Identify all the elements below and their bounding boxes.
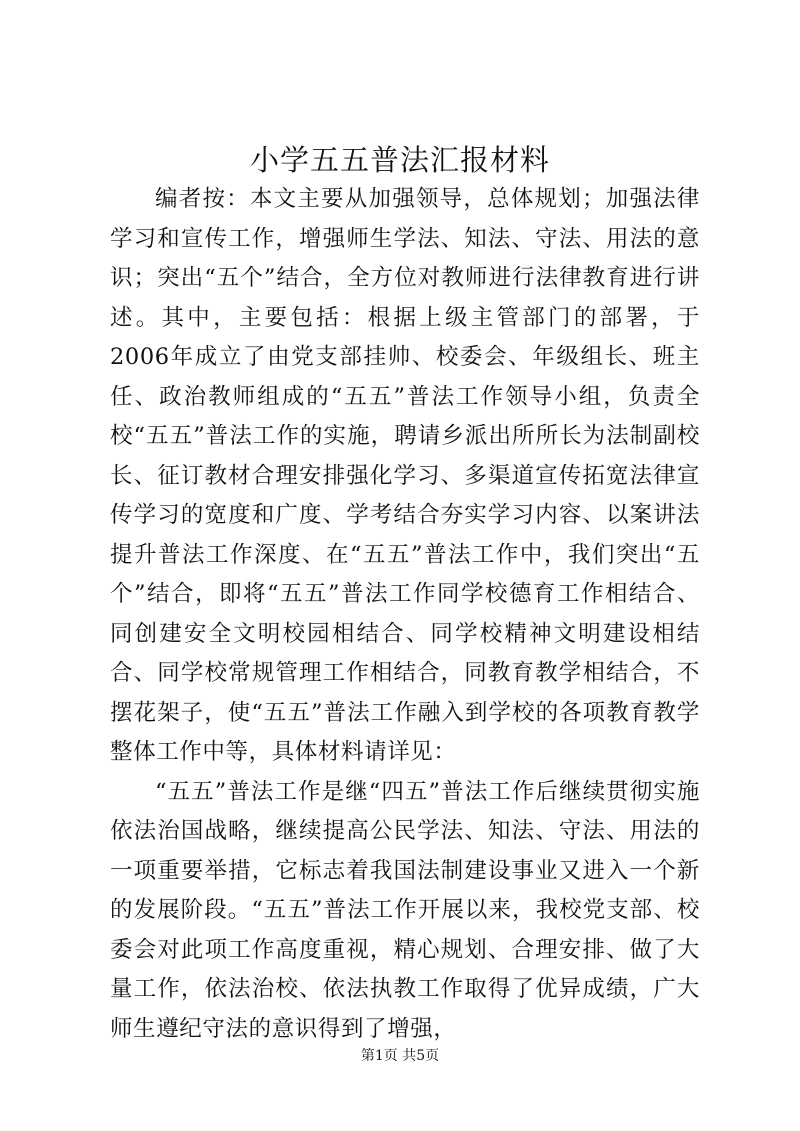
document-body (110, 180, 700, 1049)
body-paragraph: “五五”普法工作是继“四五”普法工作后继续贯彻实施依法治国战略，继续提高公民学法、知法、守法、用法的一项重要举措，它标志着我国法制建设事业又进入一个新的发展阶段。“五五”普法工作开展以来，我校党支部、校委会对此项工作高度重视，精心规划、合理安排、做了大量工作，依法治校、依法执教工作取得了优异成绩，广大师生遵纪守法的意识得到了增强， (110, 778, 700, 1042)
document-title: 小学五五普法汇报材料 (249, 143, 550, 177)
page-footer: 第1页 共5页 (360, 1048, 440, 1064)
editor-note-paragraph: 编者按：本文主要从加强领导，总体规划；加强法律学习和宣传工作，增强师生学法、知法、守法、用法的意识；突出“五个”结合，全方位对教师进行法律教育进行讲述。其中，主要包括：根据上级主管部门的部署，于2006年成立了由党支部挂帅、校委会、年级组长、班主任、政治教师组成的“五五”普法工作领导小组，负责全校“五五”普法工作的实施，聘请乡派出所所长为法制副校长、征订教材合理安排强化学习、多渠道宣传拓宽法律宣传学习的宽度和广度、学考结合夯实学习内容、以案讲法提升普法工作深度、在“五五”普法工作中，我们突出“五个”结合，即将“五五”普法工作同学校德育工作相结合、同创建安全文明校园相结合、同学校精神文明建设相结合、同学校常规管理工作相结合，同教育教学相结合，不摆花架子，使“五五”普法工作融入到学校的各项教育教学整体工作中等，具体材料请详见： (110, 186, 700, 765)
